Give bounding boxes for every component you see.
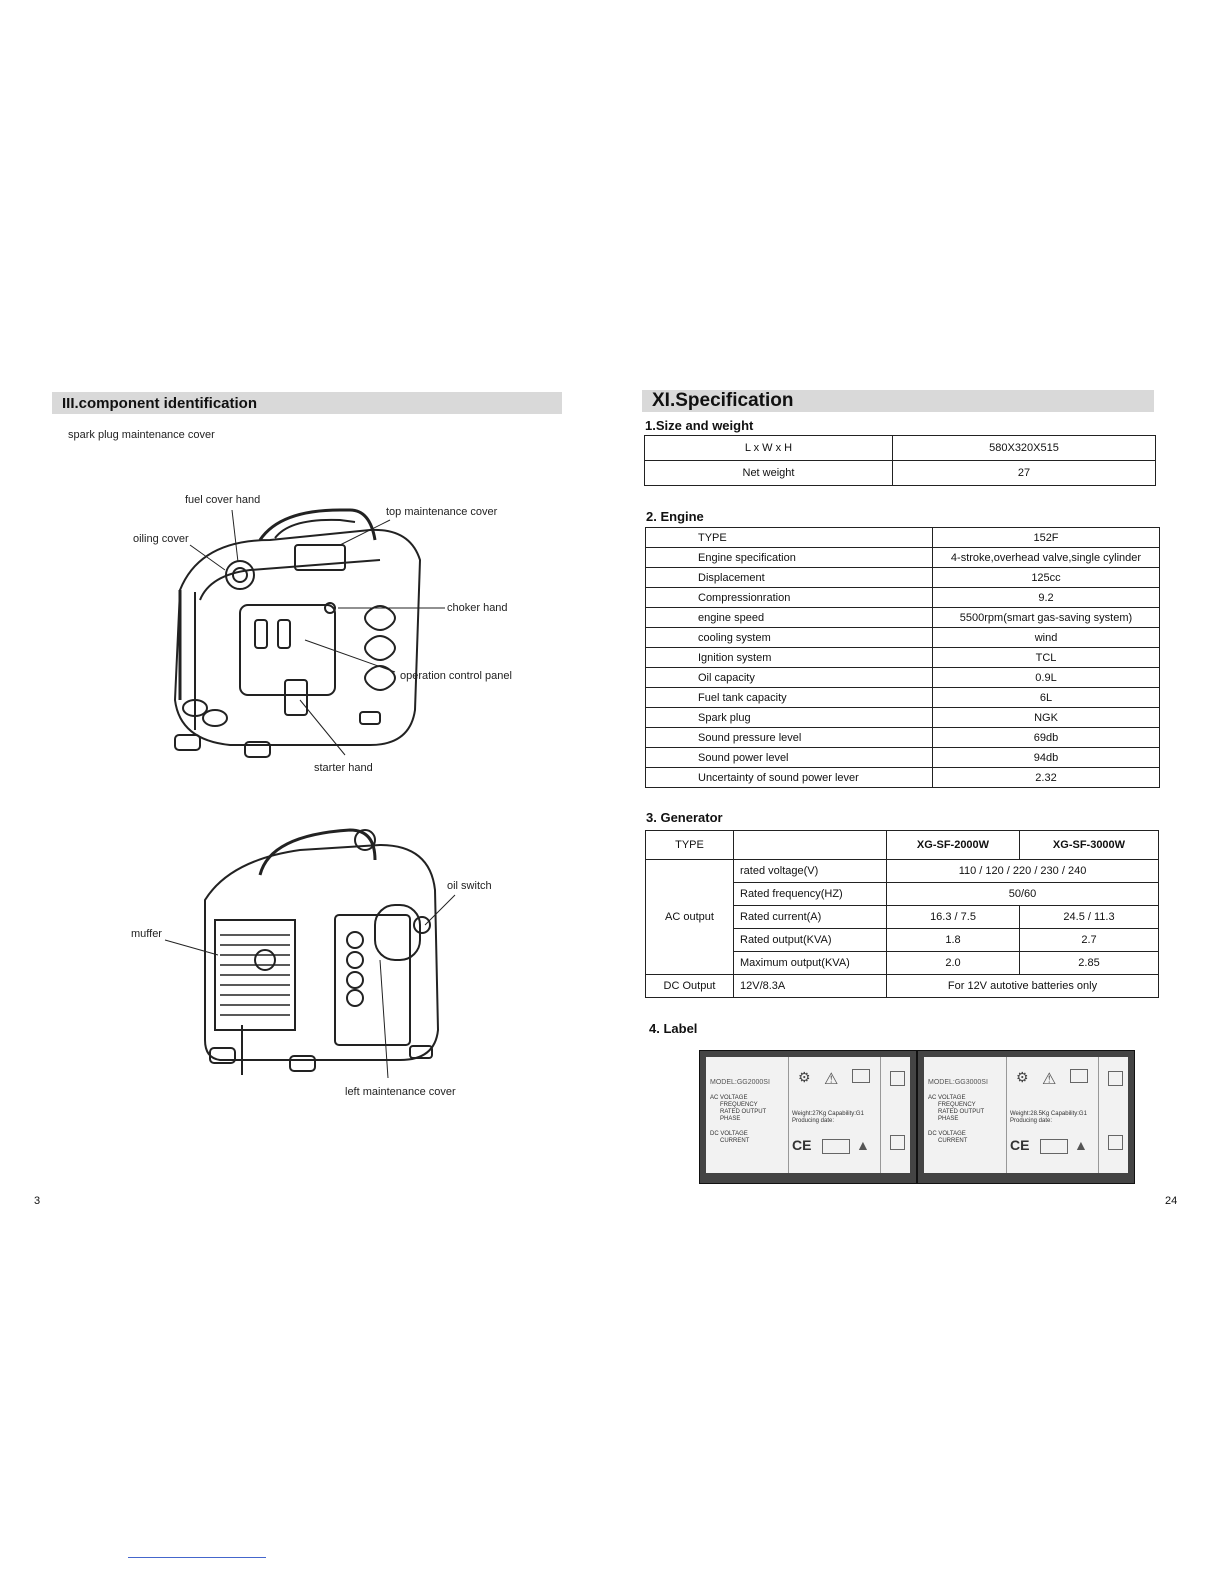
table-cell: Displacement	[646, 568, 933, 588]
table-cell: 110 / 120 / 220 / 230 / 240	[887, 860, 1159, 883]
section-title: XI.Specification	[652, 390, 794, 411]
divider	[880, 1057, 881, 1173]
label-top-cover: top maintenance cover	[386, 506, 498, 518]
page-number-left: 3	[34, 1195, 41, 1207]
table-cell	[734, 831, 887, 860]
enclosure-icon	[890, 1071, 905, 1086]
size-table	[644, 435, 1156, 486]
table-cell: 16.3 / 7.5	[887, 906, 1020, 929]
label-phase: PHASE	[938, 1116, 959, 1122]
table-cell: Spark plug	[646, 708, 933, 728]
table-cell: Oil capacity	[646, 668, 933, 688]
label-card-body	[706, 1057, 910, 1173]
label-ac-voltage: AC VOLTAGE	[710, 1095, 748, 1101]
label-ac-voltage: AC VOLTAGE	[928, 1095, 966, 1101]
page-number-right: 24	[1165, 1195, 1178, 1207]
note-icon	[1108, 1135, 1123, 1150]
table-cell: XG-SF-3000W	[1020, 831, 1159, 860]
table-cell: 2.32	[933, 768, 1160, 788]
table-row	[646, 648, 1160, 668]
table-cell: NGK	[933, 708, 1160, 728]
table-cell: L x W x H	[645, 436, 893, 461]
label-producing-date: Producing date:	[792, 1118, 835, 1124]
table-cell: Sound pressure level	[646, 728, 933, 748]
table-row	[646, 568, 1160, 588]
table-cell: Compressionration	[646, 588, 933, 608]
label-model: MODEL:GG3000SI	[928, 1079, 988, 1086]
table-row	[646, 860, 1159, 883]
table-row	[646, 668, 1160, 688]
table-row	[646, 608, 1160, 628]
generator-table	[645, 830, 1159, 998]
label-frequency: FREQUENCY	[938, 1102, 976, 1108]
label-dc-voltage: DC VOLTAGE	[928, 1131, 966, 1137]
table-row	[646, 708, 1160, 728]
table-cell: 24.5 / 11.3	[1020, 906, 1159, 929]
table-row	[645, 436, 1156, 461]
table-row	[646, 748, 1160, 768]
table-cell: 9.2	[933, 588, 1160, 608]
label-frequency: FREQUENCY	[720, 1102, 758, 1108]
label-model: MODEL:GG2000SI	[710, 1079, 770, 1086]
note-icon	[890, 1135, 905, 1150]
table-row	[646, 588, 1160, 608]
label-card	[917, 1050, 1135, 1184]
table-cell: 27	[893, 461, 1156, 486]
table-cell: Sound power level	[646, 748, 933, 768]
table-cell: 1.8	[887, 929, 1020, 952]
label-producing-date: Producing date:	[1010, 1118, 1053, 1124]
table-cell: 94db	[933, 748, 1160, 768]
label-muffer: muffer	[131, 928, 162, 940]
label-current: CURRENT	[720, 1138, 750, 1144]
label-choker: choker hand	[447, 602, 508, 614]
table-cell: 5500rpm(smart gas-saving system)	[933, 608, 1160, 628]
table-cell: 4-stroke,overhead valve,single cylinder	[933, 548, 1160, 568]
section-header-right	[642, 390, 1154, 412]
table-cell: For 12V autotive batteries only	[887, 975, 1159, 998]
table-row	[646, 548, 1160, 568]
gs-mark-icon	[1040, 1139, 1068, 1154]
person-icon: ⚙	[798, 1069, 811, 1085]
label-weight: Weight:27Kg Capability:G1	[792, 1111, 864, 1117]
table-cell: rated voltage(V)	[734, 860, 887, 883]
table-cell: 50/60	[887, 883, 1159, 906]
engine-subtitle: 2. Engine	[646, 509, 704, 524]
table-cell: Ignition system	[646, 648, 933, 668]
table-cell: 125cc	[933, 568, 1160, 588]
generator-front-figure	[120, 480, 520, 780]
table-cell: Fuel tank capacity	[646, 688, 933, 708]
table-cell: 2.7	[1020, 929, 1159, 952]
footer-rule	[128, 1557, 266, 1558]
label-oil-switch: oil switch	[447, 880, 492, 892]
table-row	[646, 628, 1160, 648]
label-starter: starter hand	[314, 762, 373, 774]
table-row	[646, 688, 1160, 708]
ce-mark: CE	[792, 1137, 812, 1153]
divider	[1006, 1057, 1007, 1173]
ce-mark: CE	[1010, 1137, 1030, 1153]
label-subtitle: 4. Label	[649, 1021, 698, 1036]
table-cell: 0.9L	[933, 668, 1160, 688]
table-row	[645, 461, 1156, 486]
generator-rear-figure	[120, 820, 520, 1100]
divider	[788, 1057, 789, 1173]
table-cell: TYPE	[646, 528, 933, 548]
fire-triangle-icon: ▲	[1074, 1137, 1088, 1153]
intro-text: spark plug maintenance cover	[68, 429, 215, 441]
table-cell: Rated current(A)	[734, 906, 887, 929]
table-row	[646, 975, 1159, 998]
label-rated-output: RATED OUTPUT	[720, 1109, 767, 1115]
table-cell: XG-SF-2000W	[887, 831, 1020, 860]
warning-triangle-icon: ⚠	[1042, 1071, 1057, 1088]
label-rated-output: RATED OUTPUT	[938, 1109, 985, 1115]
divider	[1098, 1057, 1099, 1173]
label-phase: PHASE	[720, 1116, 741, 1122]
book-icon	[852, 1069, 870, 1083]
fire-triangle-icon: ▲	[856, 1137, 870, 1153]
table-cell: 12V/8.3A	[734, 975, 887, 998]
table-cell: Rated frequency(HZ)	[734, 883, 887, 906]
table-row	[646, 528, 1160, 548]
size-subtitle: 1.Size and weight	[645, 418, 754, 433]
table-row	[646, 831, 1159, 860]
generator-subtitle: 3. Generator	[646, 810, 723, 825]
label-current: CURRENT	[938, 1138, 968, 1144]
table-cell: 6L	[933, 688, 1160, 708]
table-cell: 152F	[933, 528, 1160, 548]
table-cell: TCL	[933, 648, 1160, 668]
section-title: III.component identification	[62, 395, 257, 412]
table-cell: Engine specification	[646, 548, 933, 568]
table-cell: 69db	[933, 728, 1160, 748]
enclosure-icon	[1108, 1071, 1123, 1086]
table-cell: DC Output	[646, 975, 734, 998]
label-fuel-cover: fuel cover hand	[185, 494, 261, 506]
table-cell: engine speed	[646, 608, 933, 628]
table-cell: 580X320X515	[893, 436, 1156, 461]
label-card	[699, 1050, 917, 1184]
table-cell: Maximum output(KVA)	[734, 952, 887, 975]
table-row	[646, 728, 1160, 748]
warning-triangle-icon: ⚠	[824, 1071, 839, 1088]
section-header-left	[52, 392, 562, 414]
table-row	[646, 768, 1160, 788]
label-left-cover: left maintenance cover	[345, 1086, 456, 1098]
label-control-panel: operation control panel	[400, 670, 512, 682]
table-cell: Net weight	[645, 461, 893, 486]
table-cell: TYPE	[646, 831, 734, 860]
table-cell: Uncertainty of sound power lever	[646, 768, 933, 788]
label-card-body	[924, 1057, 1128, 1173]
table-cell: cooling system	[646, 628, 933, 648]
table-cell: 2.0	[887, 952, 1020, 975]
person-icon: ⚙	[1016, 1069, 1029, 1085]
table-cell: wind	[933, 628, 1160, 648]
engine-table	[645, 527, 1160, 788]
table-cell: Rated output(KVA)	[734, 929, 887, 952]
table-cell: 2.85	[1020, 952, 1159, 975]
label-oiling-cover: oiling cover	[133, 533, 189, 545]
label-weight: Weight:28.5Kg Capability:G1	[1010, 1111, 1087, 1117]
gs-mark-icon	[822, 1139, 850, 1154]
label-dc-voltage: DC VOLTAGE	[710, 1131, 748, 1137]
table-cell: AC output	[646, 860, 734, 975]
book-icon	[1070, 1069, 1088, 1083]
